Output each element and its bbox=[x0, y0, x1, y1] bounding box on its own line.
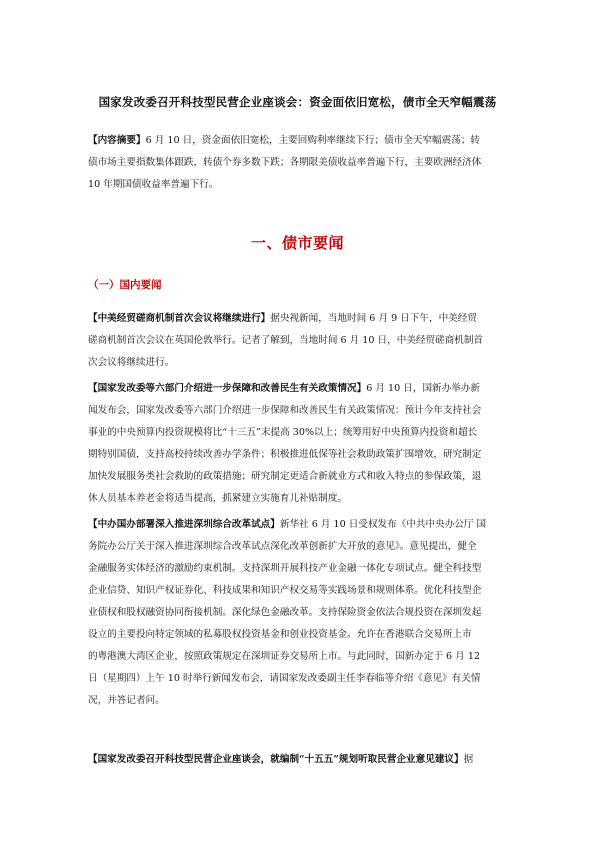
content-summary bbox=[88, 130, 512, 196]
news-line: 务院办公厅关于深入推进深圳综合改革试点深化改革创新扩大开放的意见》。意见提出，健全 bbox=[88, 541, 477, 552]
news-line: 闻发布会，国家发改委等六部门介绍进一步保障和改善民生有关政策情况：预计今年支持社会 bbox=[88, 405, 482, 416]
summary-line: 债市场主要指数集体跟跌，转债个券多数下跌；各期限美债收益率普遍下行，主要欧洲经济体 bbox=[88, 157, 482, 168]
news-headline: 【中美经贸磋商机制首次会议将继续进行】 bbox=[88, 313, 271, 324]
news-line: 磋商机制首次会议在英国伦敦举行。记者了解到，当地时间 6 月 10 日，中美经贸磋商机制首 bbox=[88, 335, 484, 346]
news-line: 据央视新闻，当地时间 6 月 9 日下午，中美经贸 bbox=[270, 313, 477, 324]
news-line: 期特别国债，支持高校持续改善办学条件；积极推进低保等社会救助政策扩围增效，研究制定 bbox=[88, 449, 482, 460]
summary-line: 10 年期国债收益率普遍下行。 bbox=[88, 179, 219, 190]
news-line: 企业信贷、知识产权证券化、科技成果和知识产权交易等实践场景和规则体系。优化科技型企 bbox=[88, 585, 482, 596]
news-item bbox=[88, 308, 512, 374]
news-line: 休人员基本养老金将适当提高，抓紧建立实施育儿补贴制度。 bbox=[88, 493, 348, 504]
news-line: 金融服务实体经济的激励约束机制。支持深圳开展科技产业金融一体化专项试点。健全科技型 bbox=[88, 563, 482, 574]
news-line: 事业的中央预算内投资规模将比“十三五”末提高 30%以上；统筹用好中央预算内投资和超长 bbox=[88, 427, 478, 438]
news-line: 设立的主要投向特定领域的私募股权投资基金和创业投资基金。允许在香港联合交易所上市 bbox=[88, 629, 472, 640]
news-line: 日（星期四）上午 10 时举行新闻发布会，请国家发改委副主任李春临等介绍《意见》有关情 bbox=[88, 673, 481, 684]
subsection-heading: （一）国内要闻 bbox=[88, 279, 162, 291]
news-line: 据 bbox=[463, 754, 474, 765]
summary-label: 【内容摘要】 bbox=[88, 135, 146, 146]
section-heading: 一、债市要闻 bbox=[250, 234, 344, 252]
news-item bbox=[88, 378, 512, 510]
document-title: 国家发改委召开科技型民营企业座谈会：资金面依旧宽松，债市全天窄幅震荡 bbox=[98, 95, 497, 109]
news-line: 新华社 6 月 10 日受权发布《中共中央办公厅 国 bbox=[279, 519, 487, 530]
news-line: 加快发展服务类社会救助的政策措施；研究制定更适合新就业方式和收入特点的参保政策，退 bbox=[88, 471, 482, 482]
news-headline: 【中办国办部署深入推进深圳综合改革试点】 bbox=[88, 519, 280, 530]
news-line: 的粤港澳大湾区企业，按照政策规定在深圳证券交易所上市。与此同时，国新办定于 6 月 12 bbox=[88, 651, 481, 662]
news-line: 6 月 10 日，国新办举办新 bbox=[366, 383, 481, 394]
summary-line: 6 月 10 日，资金面依旧宽松，主要回购利率继续下行；债市全天窄幅震荡；转 bbox=[145, 135, 481, 146]
news-line: 次会议将继续进行。 bbox=[88, 357, 175, 368]
news-line: 业债权和股权融资协同衔接机制。深化绿色金融改革。支持保险资金依法合规投资在深圳发起 bbox=[88, 607, 482, 618]
news-item bbox=[88, 749, 512, 771]
news-headline: 【国家发改委等六部门介绍进一步保障和改善民生有关政策情况】 bbox=[88, 383, 367, 394]
news-headline: 【国家发改委召开科技型民营企业座谈会，就编制“十五五”规划听取民营企业意见建议】 bbox=[88, 754, 464, 765]
news-item bbox=[88, 514, 512, 712]
news-line: 况，并答记者问。 bbox=[88, 695, 165, 706]
